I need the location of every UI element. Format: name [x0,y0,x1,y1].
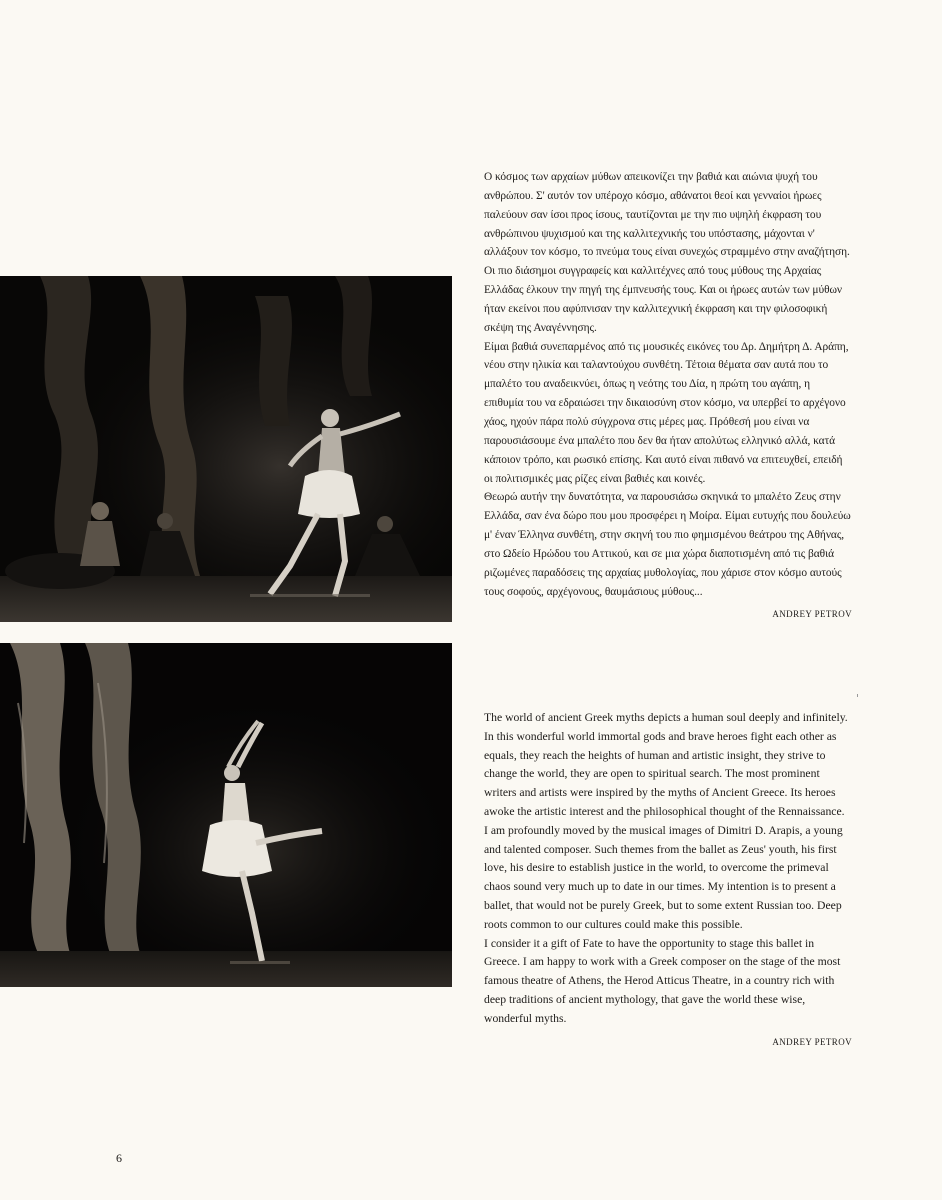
english-text-block [484,709,852,1051]
ballet-photo-solo-image [0,643,452,987]
english-paragraph-3: I consider it a gift of Fate to have the opportunity to stage this ballet in Greece. I am happy to work with a Greek composer on the stage of the most famous theatre of Athens, the Herod Atticus Theatre, in a country rich with deep traditions of ancient mythology, that gave the world these wise, wonderful myths. [484,936,841,1025]
greek-paragraph-1: Ο κόσμος των αρχαίων μύθων απεικονίζει την βαθιά και αιώνια ψυχή του ανθρώπου. Σ' αυτόν τον υπέροχο κόσμο, αθάνατοι θεοί και γενναίοι ήρωες παλεύουν σαν ίσοι προς ίσους, ταυτίζονται με την πιο υψηλή έκφραση του ανθρώπινου ψυχισμού και της καλλιτεχνικής του υπόστασης, μάχονται ν' αλλάξουν τον κόσμο, το πνεύμα τους είναι συνεχώς στραμμένο στην αναζήτηση. Οι πιο διάσημοι συγγραφείς και καλλιτέχνες από τους μύθους της Αρχαίας Ελλάδας έλκουν την πηγή της έμπνευσής τους. Και οι ήρωες αυτών των μύθων ήταν εκείνοι που αφύπνισαν την καλλιτεχνική έκφραση και την φιλοσοφική σκέψη της Αναγέννησης. [484,171,850,334]
ballet-photo-ensemble-image [0,276,452,622]
decorative-mark [857,694,858,697]
greek-paragraph-3: Θεωρώ αυτήν την δυνατότητα, να παρουσιάσω σκηνικά το μπαλέτο Ζευς στην Ελλάδα, σαν ένα δώρο που μου προσφέρει η Μοίρα. Είμαι ευτυχής που δουλεύω μ' έναν Έλληνα συνθέτη, στην σκηνή του πιο φημισμένου θεάτρου της Αθήνας, στο Ωδείο Ηρώδου του Αττικού, και σε μια χώρα διαποτισμένη από τις βαθιά ριζωμένες παραδόσεις της αρχαίας μυθολογίας, που χάρισε στον κόσμο αυτούς τους σοφούς, αρχέγονους, θαυμάσιους μύθους... [484,491,851,598]
english-paragraph-2: I am profoundly moved by the musical images of Dimitri D. Arapis, a young and talented composer. Such themes from the ballet as Zeus' youth, his first love, his desire to establish justice in the world, to overcome the primeval chaos sound very much up to date in our times. My intention is to present a ballet, that would not be purely Greek, but to some extent Russian too. Deep roots common to our cultures could make this possible. [484,823,843,931]
ballet-photo-ensemble [0,276,452,622]
greek-text-block [484,168,852,624]
greek-paragraph-2: Είμαι βαθιά συνεπαρμένος από τις μουσικές εικόνες του Δρ. Δημήτρη Δ. Αράπη, νέου στην ηλικία και ταλαντούχου συνθέτη. Τέτοια θέματα σαν αυτά που το μπαλέτο του αναδεικνύει, όπως η νεότης του Δία, η πρώτη του αγάπη, η επιθυμία του να εδραιώσει την δικαιοσύνη στον κόσμο, να υπερβεί το αρχέγονο χάος, ηχούν πάρα πολύ σύγχρονα στις μέρες μας. Πρόθεσή μου είναι να παρουσιάσουμε ένα μπαλέτο που δεν θα ήταν απολύτως ελληνικό αλλά, κατά κάποιον τρόπο, και ρωσικό επίσης. Και αυτό είναι πιθανό να επιτευχθεί, επειδή οι πολιτισμικές μας ρίζες είναι βαθιές και κοινές. [484,340,849,485]
page-number: 6 [116,1151,122,1165]
english-signature: ANDREY PETROV [772,1036,852,1047]
english-paragraph-1: The world of ancient Greek myths depicts a human soul deeply and infinitely. In this wonderful world immortal gods and brave heroes fight each other as equals, they reach the heights of human and artistic insight, they strive to change the world, they are open to spiritual search. The most prominent writers and artists were inspired by the myths of Ancient Greece. Its heroes awoke the artistic interest and the philosophical thought of the Rennaissance. [484,711,848,818]
greek-signature: ANDREY PETROV [772,609,852,620]
ballet-photo-solo [0,643,452,987]
